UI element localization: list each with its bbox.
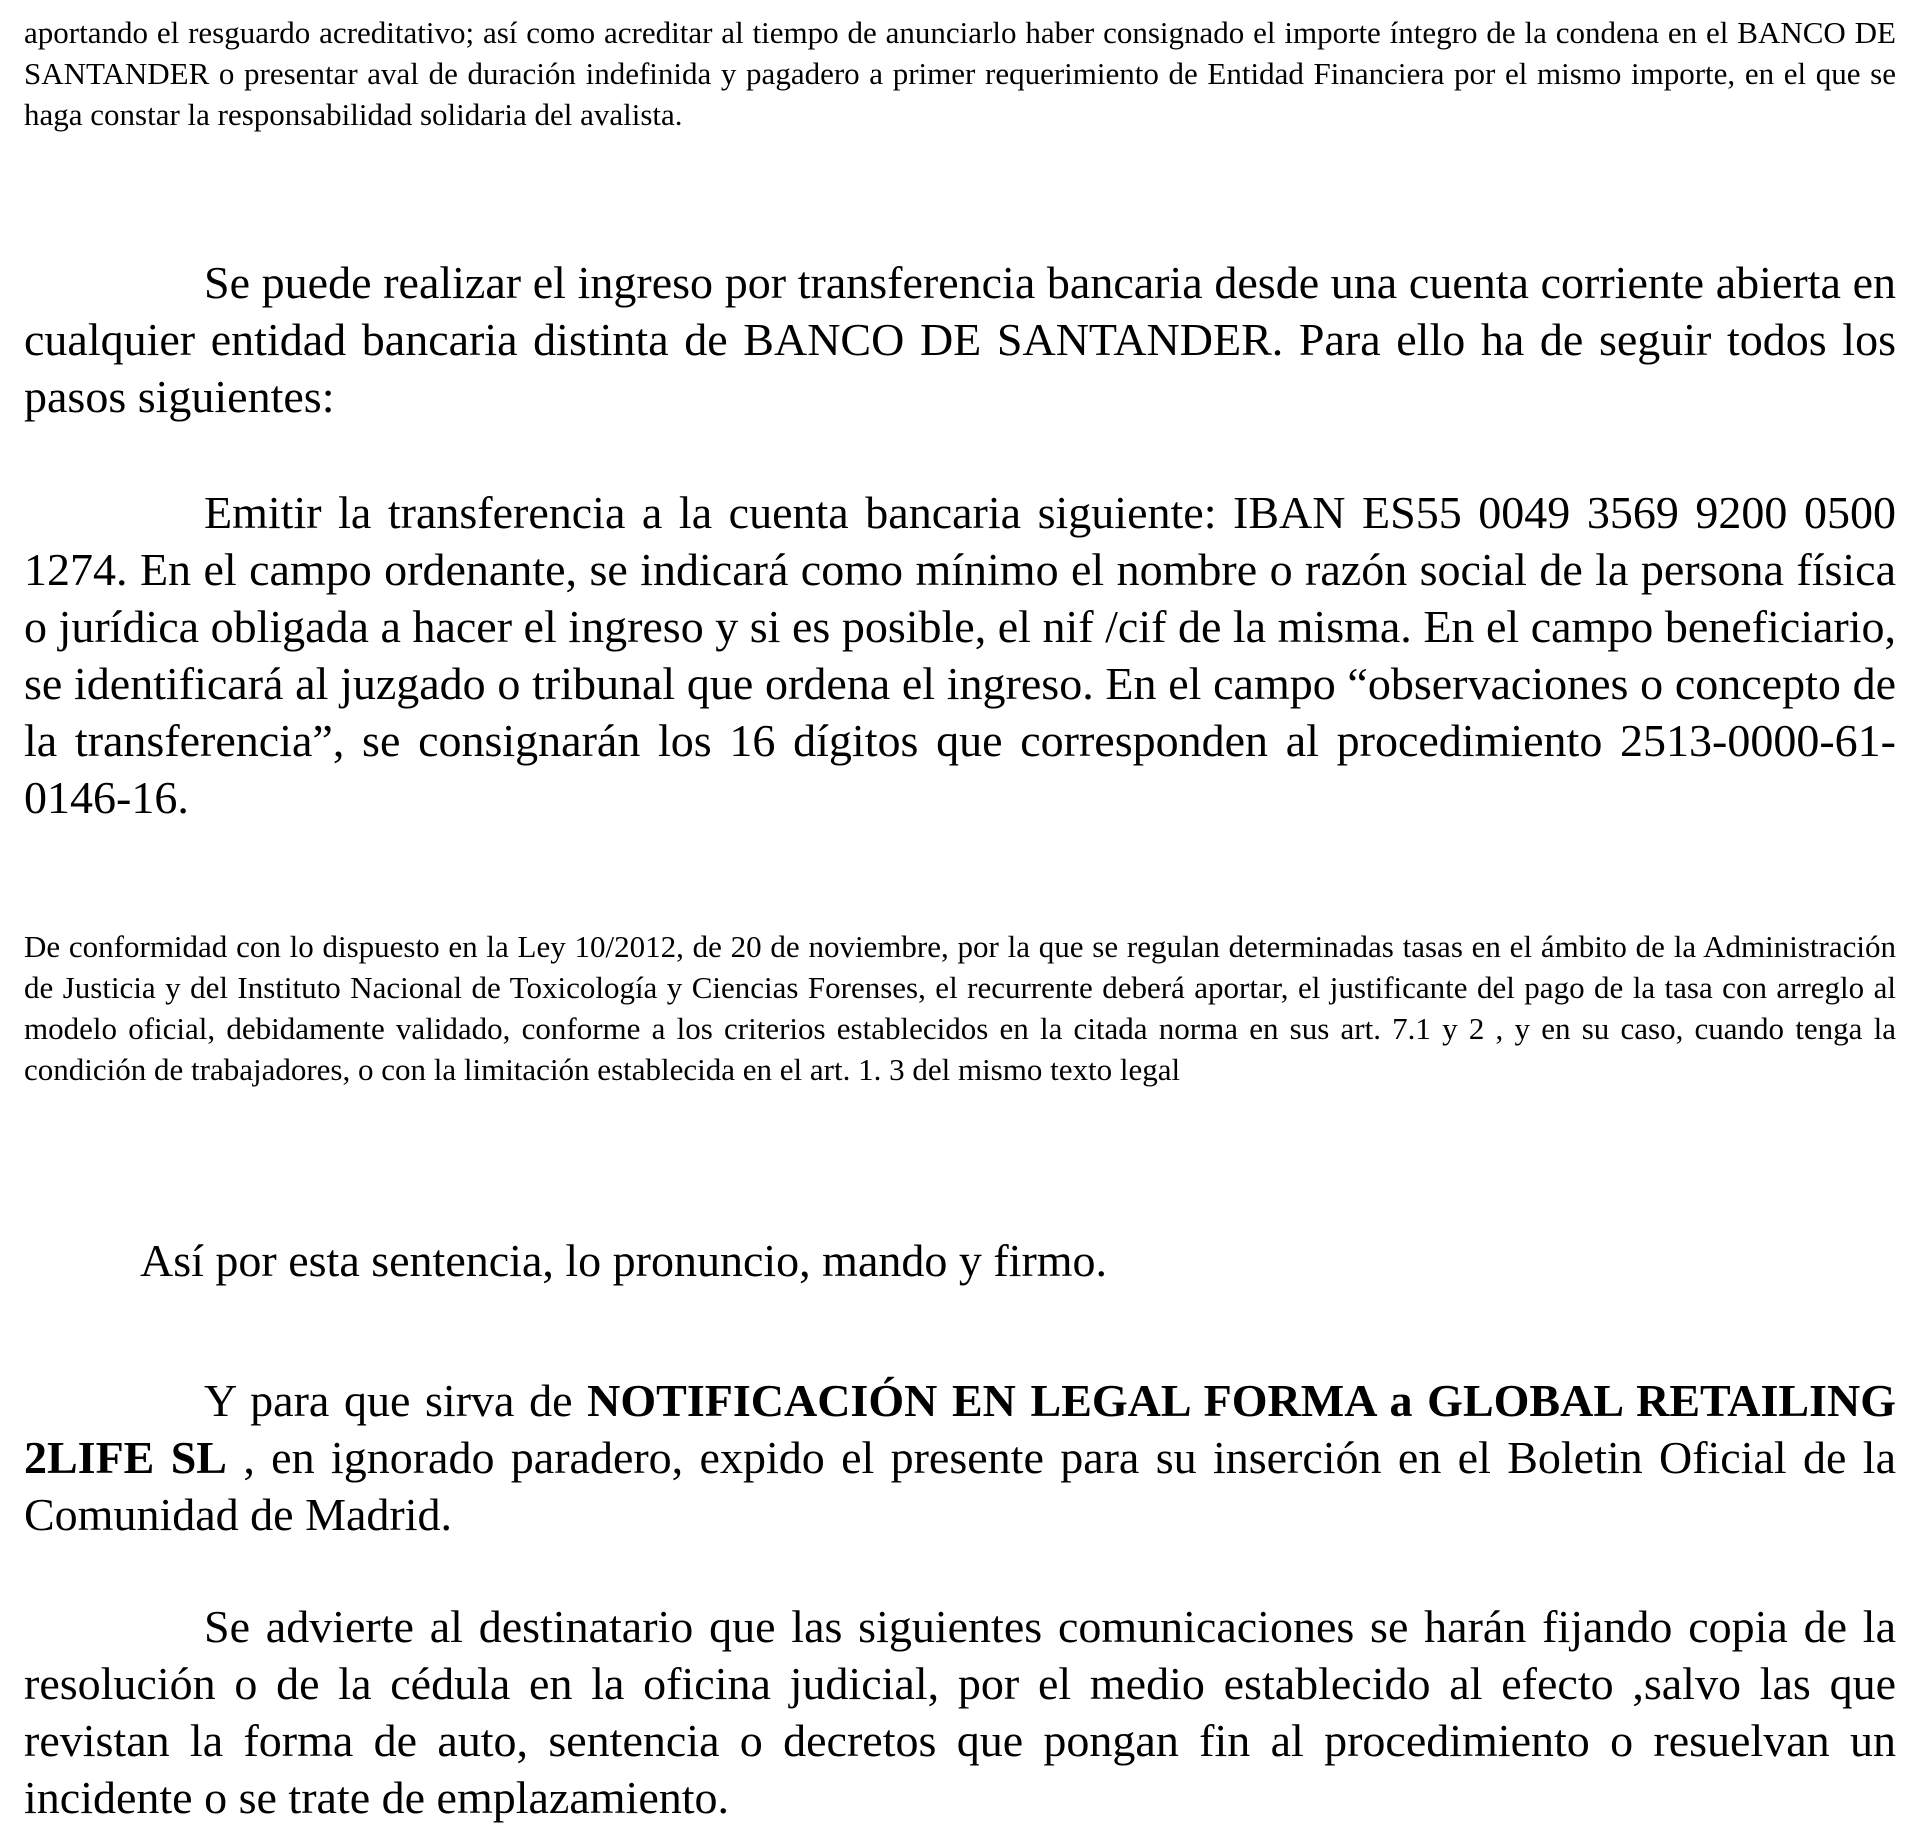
paragraph-appeal-deposit: aportando el resguardo acreditativo; así como acreditar al tiempo de anunciarlo haber consignado el importe íntegro de la condena en el BANCO DE SANTANDER o presentar aval de duración indefinida y pagadero a primer requerimiento de Entidad Financiera por el mismo importe, en el que se haga constar la responsabilidad solidaria del avalista. <box>24 15 1896 132</box>
paragraph-notification <box>24 1372 1896 1543</box>
notification-tail-text: , en ignorado paradero, expido el presente para su inserción en el Boletin Oficial de la Comunidad de Madrid. <box>24 1432 1896 1540</box>
paragraph-communications-warning: Se advierte al destinatario que las siguientes comunicaciones se harán fijando copia de la resolución o de la cédula en la oficina judicial, por el medio establecido al efecto ,salvo las que revistan la forma de auto, sentencia o decretos que pongan fin al procedimiento o resuelvan un incidente o se trate de emplazamiento. <box>24 1601 1896 1823</box>
paragraph-sentence-closing: Así por esta sentencia, lo pronuncio, mando y firmo. <box>140 1235 1108 1286</box>
notification-lead-text: Y para que sirva de <box>204 1375 588 1426</box>
paragraph-transfer-instructions: Emitir la transferencia a la cuenta bancaria siguiente: IBAN ES55 0049 3569 9200 0500 1274. En el campo ordenante, se indicará como mínimo el nombre o razón social de la persona física o jurídica obligada a hacer el ingreso y si es posible, el nif /cif de la misma. En el campo beneficiario, se identificará al juzgado o tribunal que ordena el ingreso. En el campo “observaciones o concepto de la transferencia”, se consignarán los 16 dígitos que corresponden al procedimiento 2513-0000-61-0146-16. <box>24 487 1896 823</box>
notification-recipient: NOTIFICACIÓN EN LEGAL FORMA a GLOBAL RETAILING 2LIFE SL <box>24 1375 1896 1483</box>
paragraph-fee-notice: De conformidad con lo dispuesto en la Ley 10/2012, de 20 de noviembre, por la que se regulan determinadas tasas en el ámbito de la Administración de Justicia y del Instituto Nacional de Toxicología y Ciencias Forenses, el recurrente deberá aportar, el justificante del pago de la tasa con arreglo al modelo oficial, debidamente validado, conforme a los criterios establecidos en la citada norma en sus art. 7.1 y 2 , y en su caso, cuando tenga la condición de trabajadores, o con la limitación establecida en el art. 1. 3 del mismo texto legal <box>24 929 1896 1087</box>
paragraph-bank-transfer-intro: Se puede realizar el ingreso por transferencia bancaria desde una cuenta corriente abierta en cualquier entidad bancaria distinta de BANCO DE SANTANDER. Para ello ha de seguir todos los pasos siguientes: <box>24 257 1896 422</box>
